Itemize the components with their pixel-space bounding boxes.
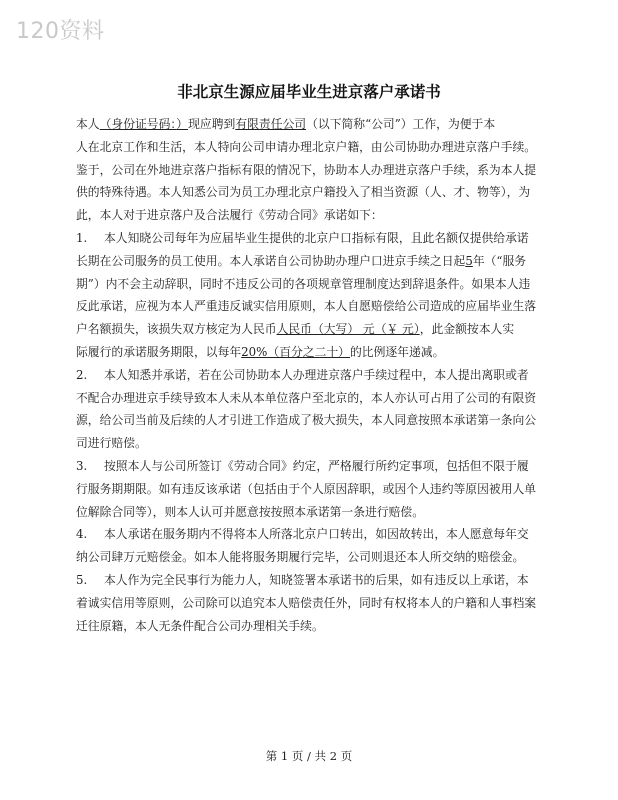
document-title: 非北京生源应届毕业生进京落户承诺书 — [177, 83, 441, 101]
clause-2-line-4: 司进行赔偿。 — [76, 436, 147, 451]
annual-reduction-rate: 20%（百分之二十） — [241, 344, 350, 359]
clause-5-text: 本人作为完全民事行为能力人，知晓签署本承诺书的后果，如有违反以上承诺，本 — [104, 572, 529, 587]
clause-1-text: 的比例逐年递减。 — [349, 344, 445, 359]
clause-1-line-2 — [76, 250, 552, 273]
clause-4-number: 4. — [76, 527, 88, 542]
clause-1-number: 1. — [76, 230, 88, 245]
clause-1-text: 户名额损失，该损失双方核定为人民币 — [76, 322, 277, 337]
clause-1-line-6 — [76, 341, 552, 364]
intro-self: 本人 — [76, 117, 100, 131]
watermark-text: 120资料 — [16, 19, 105, 44]
clause-2-line-3: 源，给公司当前及后续的人才引进工作造成了极大损失，本人同意按照本承诺第一条向公 — [76, 413, 537, 428]
clause-3-line-2: 行服务期期限。如有违反该承诺（包括由于个人原因辞职，或因个人违约等原因被用人单 — [76, 481, 537, 496]
clause-3-line-3: 位解除合同等），则本人认可并愿意按按照本承诺第一条进行赔偿。 — [76, 504, 425, 519]
intro-line-3: 鉴于，公司在外地进京落户指标有限的情况下，协助本人办理进京落户手续，系为本人提 — [76, 162, 537, 177]
clause-1-line-1 — [76, 227, 552, 250]
id-number-blank: （身份证号码： — [99, 117, 177, 131]
clause-2-text: 本人知悉并承诺，若在公司协助本人办理进京落户手续过程中，本人提出离职或者 — [104, 367, 529, 382]
intro-line-2: 人在北京工作和生活，本人特向公司申请办理北京户籍，由公司协助办理进京落户手续。 — [76, 139, 537, 154]
clause-1-line-5 — [76, 318, 552, 341]
document-body — [76, 113, 552, 637]
clause-1-text: 年（“服务 — [472, 253, 527, 268]
clause-3-line-1 — [76, 455, 552, 478]
clause-5-number: 5. — [76, 572, 88, 587]
intro-line-4: 供的特殊待遇。本人知悉公司为员工办理北京户籍投入了相当资源（人、才、物等），为 — [76, 185, 531, 200]
clause-1-text: 际履行的承诺服务期限，以每年 — [76, 344, 242, 359]
clause-3-number: 3. — [76, 458, 88, 473]
clause-1-line-4: 反此承诺，应视为本人严重违反诚实信用原则，本人自愿赔偿给公司造成的应届毕业生落 — [76, 299, 537, 314]
clause-4-line-2: 纳公司肆万元赔偿金。如本人能将服务期履行完毕，公司则退还本人所交纳的赔偿金。 — [76, 550, 525, 565]
clause-2-line-2: 不配合办理进京手续导致本人未从本单位落户至北京的，本人亦认可占用了公司的有限资 — [76, 390, 537, 405]
clause-2-number: 2. — [76, 367, 88, 382]
clause-5-line-1 — [76, 569, 552, 592]
company-name-blank: 有限责任公司 — [235, 117, 307, 131]
clause-5-line-3: 迁往原籍，本人无条件配合公司办理相关手续。 — [76, 618, 324, 633]
clause-2-line-1 — [76, 364, 552, 387]
id-number-close: ） — [176, 117, 189, 131]
compensation-amount-blank: 人民币（大写） 元（￥ 元） — [276, 322, 420, 337]
clause-4-text: 本人承诺在服务期内不得将本人所落北京户口转出，如因故转出，本人愿意每年交 — [104, 527, 529, 542]
clause-1-line-3: 期”）内不会主动辞职，同时不违反公司的各项规章管理制度达到辞退条件。如果本人违 — [76, 276, 531, 291]
clause-1-text: 长期在公司服务的员工使用。本人承诺自公司协助办理户口进京手续之日起 — [76, 253, 466, 268]
intro-line-1 — [76, 113, 552, 136]
intro-line-5: 此，本人对于进京落户及合法履行《劳动合同》承诺如下： — [76, 208, 383, 223]
clause-1-text: 本人知晓公司每年为应届毕业生提供的北京户口指标有限，且此名额仅提供给承诺 — [104, 230, 529, 245]
intro-hired: 现应聘到 — [188, 117, 236, 131]
clause-3-text: 按照本人与公司所签订《劳动合同》约定，严格履行所约定事项，包括但不限于履 — [104, 458, 529, 473]
intro-rest: （以下简称“公司”）工作，为便于本 — [306, 117, 496, 131]
clause-5-line-2: 着诚实信用等原则，公司除可以追究本人赔偿责任外，同时有权将本人的户籍和人事档案 — [76, 595, 537, 610]
service-years-blank: 5 — [465, 253, 473, 268]
clause-4-line-1 — [76, 523, 552, 546]
page-footer: 第 1 页 / 共 2 页 — [265, 749, 353, 763]
clause-1-text: ，此金额按本人实 — [419, 322, 515, 337]
